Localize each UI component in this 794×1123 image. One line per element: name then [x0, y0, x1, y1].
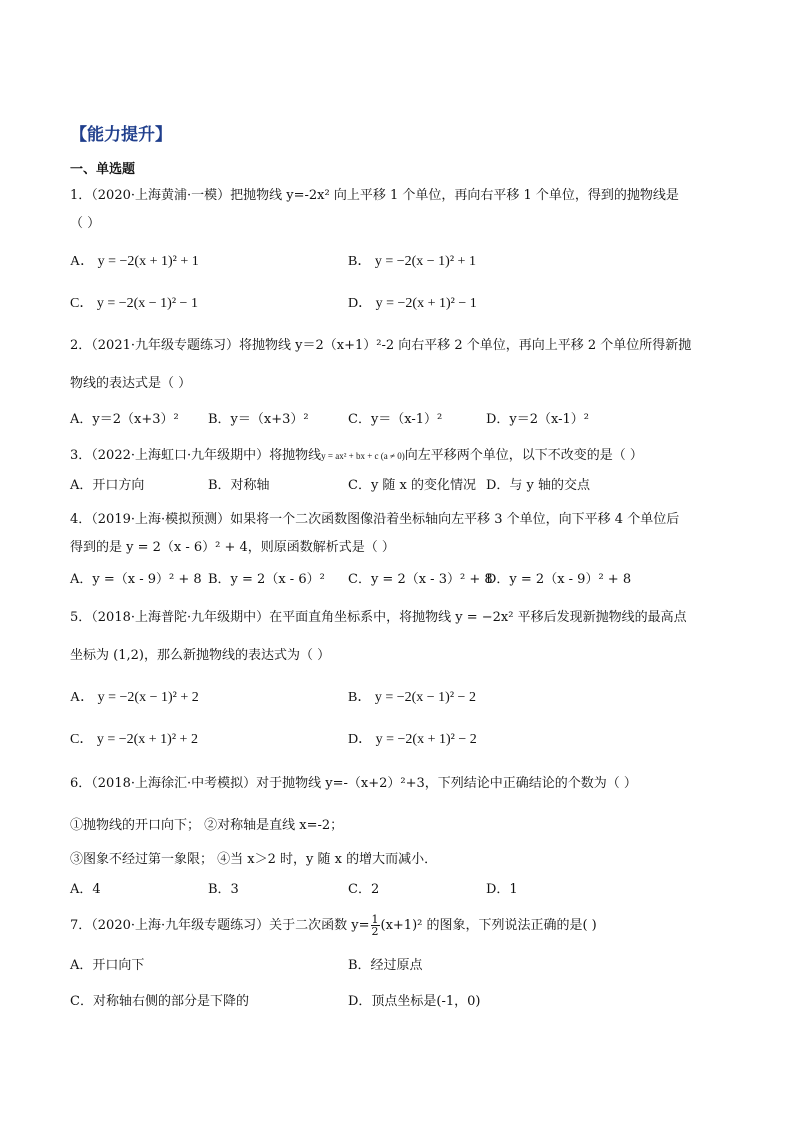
q5-stem: 5．（2018·上海普陀·九年级期中）在平面直角坐标系中，将抛物线 y = −2x² 平移后发现新抛物线的最高点: [70, 610, 687, 625]
q4-option-b: B．y = 2（x - 6）²: [208, 572, 325, 587]
q3-option-b: B．对称轴: [208, 478, 270, 493]
q2-option-a: A．y＝2（x+3）²: [70, 412, 179, 427]
q1-option-a: A． y = −2(x + 1)² + 1: [70, 254, 199, 269]
q2-option-b: B．y＝（x+3）²: [208, 412, 309, 427]
q7-frac-denominator: 2: [371, 925, 379, 938]
q3-option-a: A．开口方向: [70, 478, 145, 493]
q1-option-d: D． y = −2(x + 1)² − 1: [348, 296, 477, 311]
q4-stem: 4．（2019·上海·模拟预测）如果将一个二次函数图像沿着坐标轴向左平移 3 个单位，向下平移 4 个单位后: [70, 512, 680, 527]
q7-fraction: [371, 914, 380, 937]
part-heading: 一、单选题: [70, 162, 136, 177]
q7-frac-numerator: 1: [371, 913, 379, 926]
q3-stem: [70, 444, 643, 463]
q6-statement-line-1: ①抛物线的开口向下； ②对称轴是直线 x=-2；: [70, 818, 344, 833]
q6-stem: 6．（2018·上海徐汇·中考模拟）对于抛物线 y=-（x+2）²+3，下列结论中正确结论的个数为（ ）: [70, 776, 637, 791]
q6-option-d: D．1: [486, 882, 518, 897]
q5-option-d: D． y = −2(x + 1)² − 2: [348, 732, 477, 747]
q5-option-c: C． y = −2(x + 1)² + 2: [70, 732, 198, 747]
q1-stem-cont: （ ）: [70, 216, 101, 231]
q3-stem-pre: 3．（2022·上海虹口·九年级期中）将抛物线: [70, 448, 322, 463]
q4-option-c: C．y = 2（x - 3）² + 8: [348, 572, 493, 587]
q7-stem: [70, 914, 597, 937]
q7-stem-pre: 7．（2020·上海·九年级专题练习）关于二次函数 y=: [70, 918, 370, 933]
q5-option-b: B． y = −2(x − 1)² − 2: [348, 690, 476, 705]
q2-stem-cont: 物线的表达式是（ ）: [70, 376, 192, 391]
q2-option-c: C．y＝（x-1）²: [348, 412, 443, 427]
q6-option-b: B．3: [208, 882, 239, 897]
q7-option-c: C．对称轴右侧的部分是下降的: [70, 994, 249, 1009]
q3-stem-post: 向左平移两个单位，以下不改变的是（ ）: [404, 448, 643, 463]
q7-option-d: D．顶点坐标是(-1，0): [348, 994, 481, 1009]
q6-statement-line-2: ③图象不经过第一象限； ④当 x＞2 时，y 随 x 的增大而减小．: [70, 852, 438, 867]
q6-option-c: C．2: [348, 882, 380, 897]
q4-stem-cont: 得到的是 y = 2（x - 6）² + 4，则原函数解析式是（ ）: [70, 540, 395, 555]
q7-option-a: A．开口向下: [70, 958, 145, 973]
q3-option-c: C．y 随 x 的变化情况: [348, 478, 477, 493]
q5-option-a: A． y = −2(x − 1)² + 2: [70, 690, 199, 705]
q4-option-a: A．y =（x - 9）² + 8: [70, 572, 202, 587]
q2-stem: 2．（2021·九年级专题练习）将抛物线 y＝2（x+1）²-2 向右平移 2 个单位，再向上平移 2 个单位所得新抛: [70, 338, 692, 353]
q2-option-d: D．y＝2（x-1）²: [486, 412, 590, 427]
q7-option-b: B．经过原点: [348, 958, 423, 973]
q3-formula: y = ax² + bx + c (a ≠ 0): [321, 451, 405, 461]
q7-stem-post: (x+1)² 的图象，下列说法正确的是( ): [380, 918, 597, 933]
q1-stem: 1．（2020·上海黄浦·一模）把抛物线 y=-2x² 向上平移 1 个单位，再向右平移 1 个单位，得到的抛物线是: [70, 188, 679, 203]
q1-option-c: C． y = −2(x − 1)² − 1: [70, 296, 198, 311]
section-title: 【能力提升】: [70, 125, 172, 145]
q4-option-d: D．y = 2（x - 9）² + 8: [486, 572, 632, 587]
q5-stem-cont: 坐标为 (1,2)，那么新抛物线的表达式为（ ）: [70, 648, 331, 663]
q1-option-b: B． y = −2(x − 1)² + 1: [348, 254, 476, 269]
q6-option-a: A．4: [70, 882, 101, 897]
q3-option-d: D．与 y 轴的交点: [486, 478, 591, 493]
